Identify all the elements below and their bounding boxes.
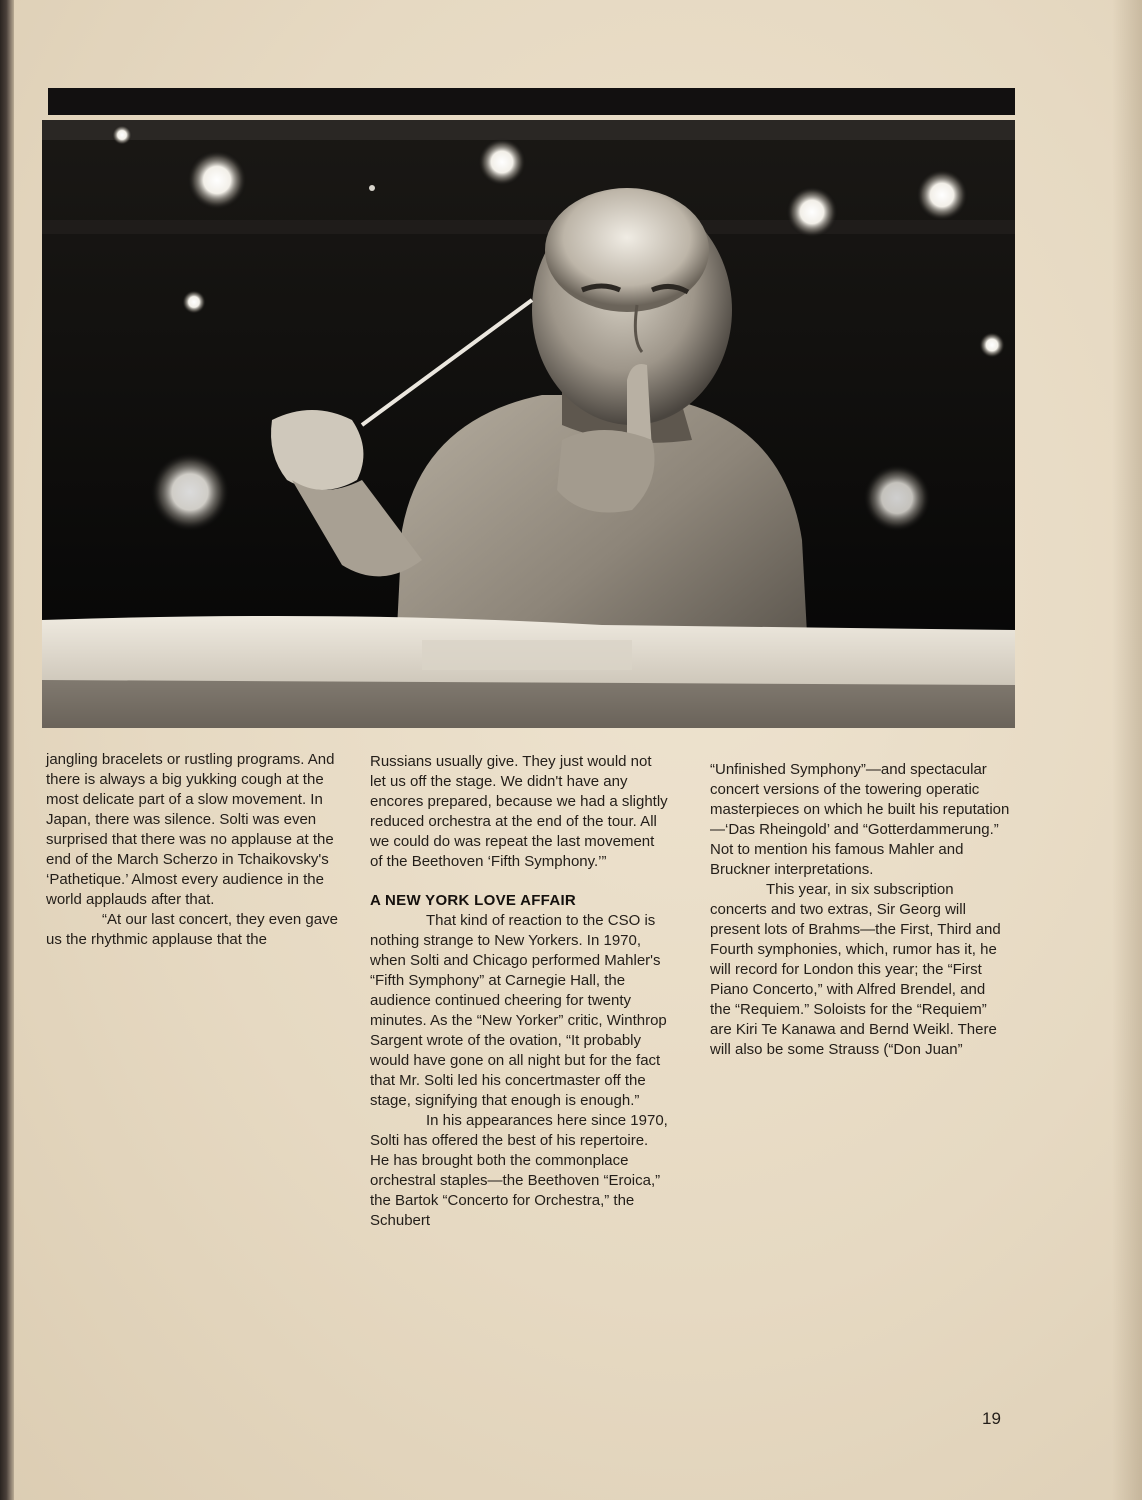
section-heading: A NEW YORK LOVE AFFAIR [370,892,577,909]
paragraph: “Unfinished Symphony”—and spectacular concert versions of the towering operatic masterpieces on which he built his reputation—‘Das Rheingold’ and “Gotterdammerung.” Not to mention his famous Mahler and Bruckner interpretations. [710,761,1010,878]
text-column-1 [46,750,346,950]
paragraph: jangling bracelets or rustling programs. And there is always a big yukking cough at the most delicate part of a slow movement. In Japan, there was silence. Solti was even surprised that there was no applause at the end of the March Scherzo in Tchaikovsky's ‘Pathetique.’ Almost every audience in the world applauds after that. [46,751,335,908]
page-number: 19 [982,1409,1001,1428]
paragraph: “At our last concert, they even gave us the rhythmic applause that the [46,911,338,948]
page-edge-shadow [1112,0,1142,1500]
conductor-photo [42,120,1015,728]
conductor-illustration [42,120,1015,728]
paragraph: Russians usually give. They just would not let us off the stage. We didn't have any encores prepared, because we had a slightly reduced orchestra at the end of the tour. All we could do was repeat the last movement of the Beethoven ‘Fifth Symphony.’” [370,753,668,870]
text-column-3 [710,760,1010,1060]
paragraph: That kind of reaction to the CSO is nothing strange to New Yorkers. In 1970, when Solti and Chicago performed Mahler's “Fifth Symphony” at Carnegie Hall, the audience continued cheering for twenty minutes. As the “New Yorker” critic, Winthrop Sargent wrote of the ovation, “It probably would have gone on all night but for the fact that Mr. Solti led his concertmaster off the stage, signifying that enough is enough.” [370,912,667,1109]
paragraph: In his appearances here since 1970, Solti has offered the best of his repertoire. He has brought both the commonplace orchestral staples—the Beethoven “Eroica,” the Bartok “Concerto for Orchestra,” the Schubert [370,1112,668,1229]
top-rule-bar [48,88,1015,115]
text-column-2 [370,752,670,1231]
binding-edge [0,0,14,1500]
paragraph: This year, in six subscription concerts and two extras, Sir Georg will present lots of Brahms—the First, Third and Fourth symphonies, which, rumor has it, he will record for London this year; the “First Piano Concerto,” with Alfred Brendel, and the “Requiem.” Soloists for the “Requiem” are Kiri Te Kanawa and Bernd Weikl. There will also be some Strauss (“Don Juan” [710,881,1001,1058]
